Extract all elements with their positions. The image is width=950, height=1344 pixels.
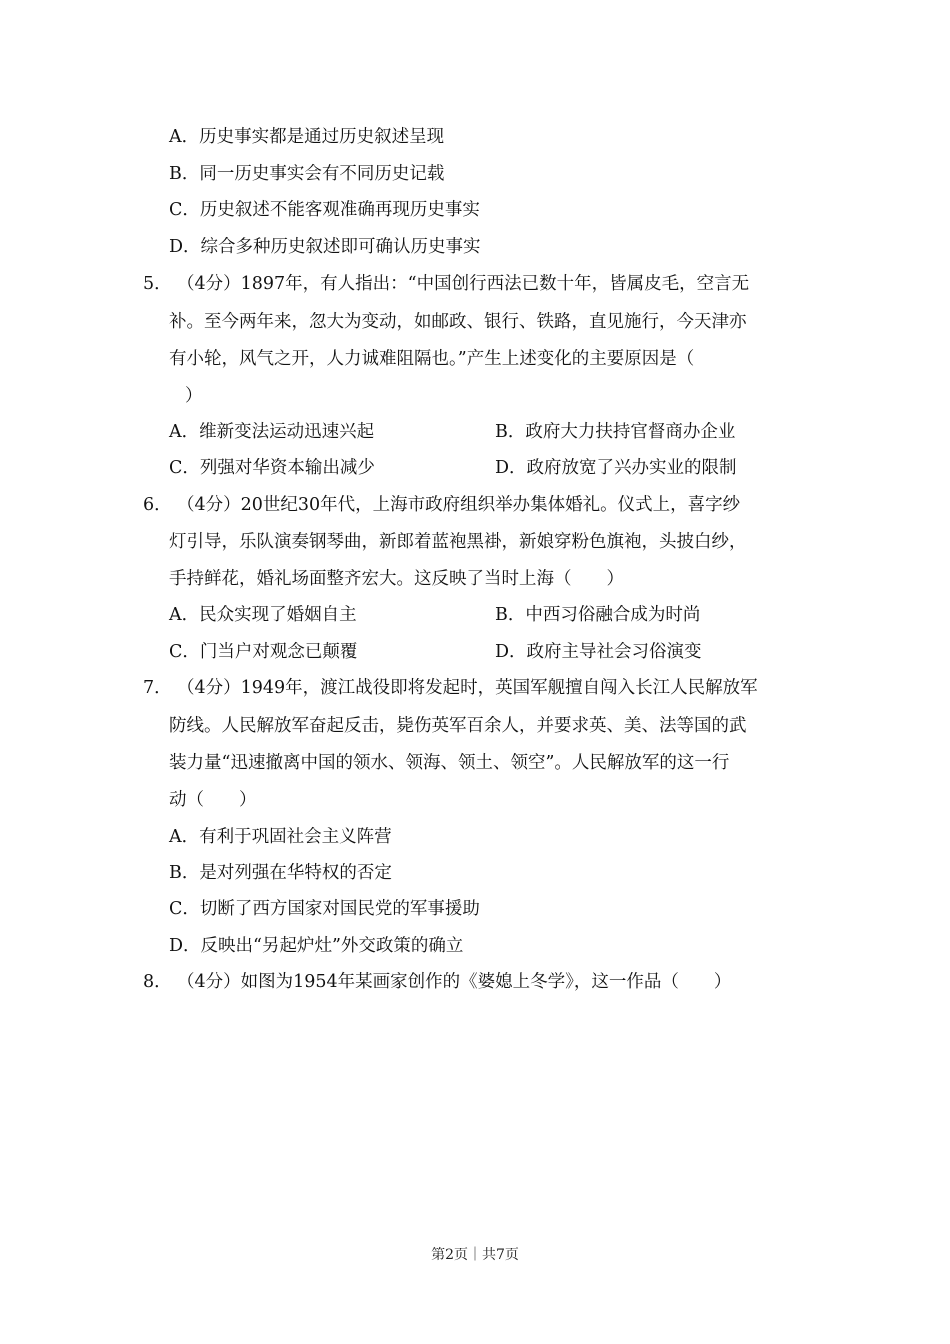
q7-stem-line-2: 防线。人民解放军奋起反击，毙伤英军百余人，并要求英、美、法等国的武 xyxy=(169,716,747,736)
q4-option-d: D．综合多种历史叙述即可确认历史事实 xyxy=(169,237,481,257)
q7-stem-line-4: 动（ ） xyxy=(169,790,257,810)
q8-stem-line-1: （4分）如图为1954年某画家创作的《婆媳上冬学》，这一作品（ ） xyxy=(177,972,732,992)
q7-option-a: A．有利于巩固社会主义阵营 xyxy=(169,827,392,847)
q5-stem-line-3: 有小轮，风气之开，人力诚难阻隔也。”产生上述变化的主要原因是（ xyxy=(169,349,695,369)
q7-option-c: C．切断了西方国家对国民党的军事援助 xyxy=(169,899,480,919)
q7-option-d: D．反映出“另起炉灶”外交政策的确立 xyxy=(169,936,464,956)
q7-number: 7． xyxy=(143,678,172,698)
q5-number: 5． xyxy=(143,274,172,294)
q6-option-c: C．门当户对观念已颠覆 xyxy=(169,642,358,662)
q5-option-c: C．列强对华资本输出减少 xyxy=(169,458,375,478)
q4-option-b: B．同一历史事实会有不同历史记载 xyxy=(169,164,445,184)
q5-option-a: A．维新变法运动迅速兴起 xyxy=(169,422,375,442)
q7-stem-line-1: （4分）1949年，渡江战役即将发起时，英国军舰擅自闯入长江人民解放军 xyxy=(177,678,758,698)
q6-number: 6． xyxy=(143,495,172,515)
q6-stem-line-1: （4分）20世纪30年代，上海市政府组织举办集体婚礼。仪式上，喜字纱 xyxy=(177,495,741,515)
q7-option-b: B．是对列强在华特权的否定 xyxy=(169,863,392,883)
q6-option-b: B．中西习俗融合成为时尚 xyxy=(495,605,701,625)
q6-stem-line-3: 手持鲜花，婚礼场面整齐宏大。这反映了当时上海（ ） xyxy=(169,569,624,589)
q6-option-d: D．政府主导社会习俗演变 xyxy=(495,642,702,662)
page-footer: 第2页｜共7页 xyxy=(431,1247,519,1263)
q4-option-a: A．历史事实都是通过历史叙述呈现 xyxy=(169,127,445,147)
q5-option-d: D．政府放宽了兴办实业的限制 xyxy=(495,458,737,478)
q4-option-c: C．历史叙述不能客观准确再现历史事实 xyxy=(169,200,480,220)
q8-number: 8． xyxy=(143,972,172,992)
q6-option-a: A．民众实现了婚姻自主 xyxy=(169,605,357,625)
q5-option-b: B．政府大力扶持官督商办企业 xyxy=(495,422,736,442)
q7-stem-line-3: 装力量“迅速撤离中国的领水、领海、领土、领空”。人民解放军的这一行 xyxy=(169,753,730,773)
q6-stem-line-2: 灯引导，乐队演奏钢琴曲，新郎着蓝袍黑褂，新娘穿粉色旗袍，头披白纱， xyxy=(169,532,747,552)
q5-stem-line-1: （4分）1897年，有人指出：“中国创行西法已数十年，皆属皮毛，空言无 xyxy=(177,274,750,294)
q5-stem-line-2: 补。至今两年来，忽大为变动，如邮政、银行、铁路，直见施行，今天津亦 xyxy=(169,312,747,332)
q5-stem-line-4: ） xyxy=(185,386,203,406)
